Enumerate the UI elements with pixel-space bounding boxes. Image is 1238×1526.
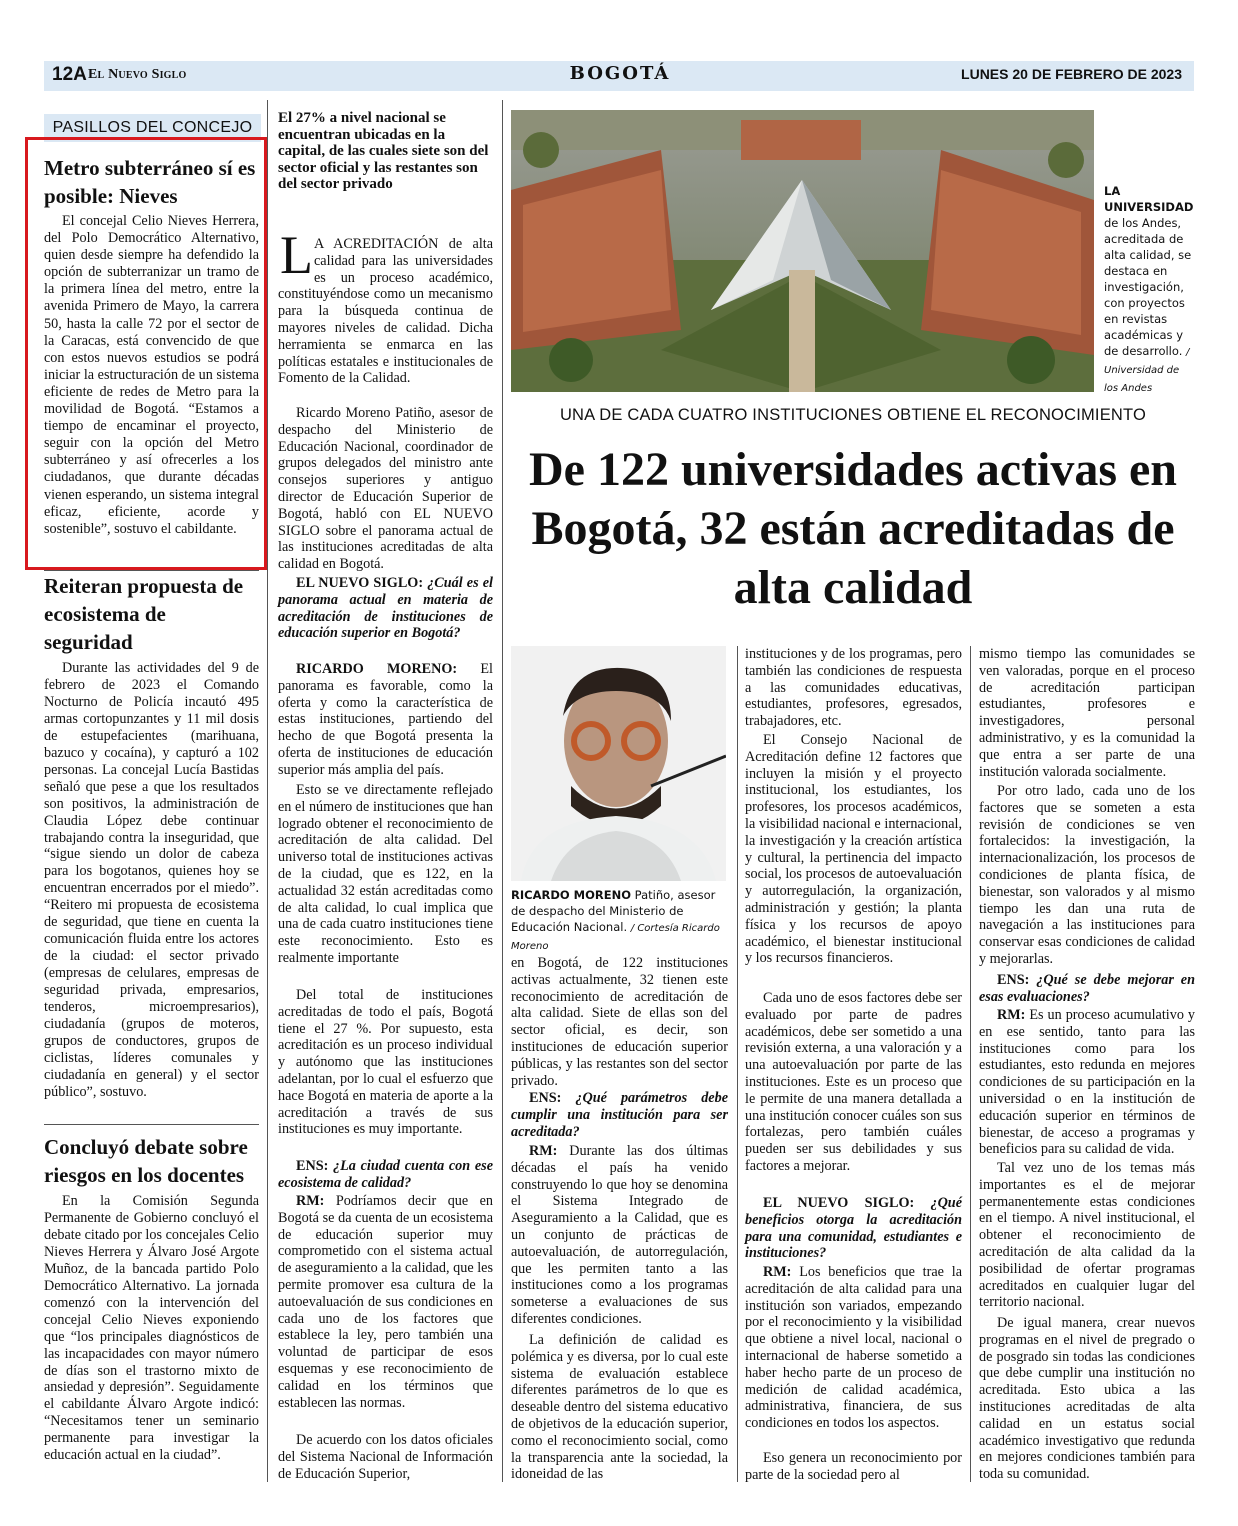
paragraph: Por otro lado, cada uno de los factores que se someten a esta revisión de condiciones se ven fortalecidos: la investigación, la internacionalización, los procesos de condiciones de planta física, de bienestar, son valorados y al mismo tiempo les dan una ruta de navegación a las instituciones para conservar esas condiciones de calidad y mejorarlas. [979,783,1195,967]
column-rule [502,100,503,1482]
portrait-caption-text: Patiño, asesor de despacho del Ministerio de Educación Nacional. [511,888,716,934]
drop-cap-space [278,236,314,286]
paragraph: La definición de calidad es polémica y es diversa, por lo cual este sistema de evaluación establece diferentes parámetros de lo que es deseable dentro del sistema educativo de objetivos de la educación superior, como el reconocimiento social, como la transparencia ante la sociedad, la idoneidad de las [511,1332,728,1483]
paragraph: Del total de instituciones acreditadas de todo el país, Bogotá tiene el 27 %. Por supuesto, esta acreditación es un proceso individual y autónomo que las instituciones adelantan, por lo cual el esfuerzo que hace Bogotá en materia de aporte a la acreditación a través de sus instituciones es muy importante. [278,987,493,1138]
paragraph: Cada uno de esos factores debe ser evaluado por parte de padres académicos, debe ser sometido a una revisión externa, a una valoración y a una autoevaluación por parte de las instituciones. Este es un proceso que le permite de una manera detallada a una institución conocer cuáles son sus fortalezas, pero también cuáles pueden ser sus debilidades y sus factores a mejorar. [745,990,962,1174]
issue-date: LUNES 20 DE FEBRERO DE 2023 [961,66,1182,82]
divider [44,1124,259,1125]
answer-lead: RM: [529,1143,558,1159]
drop-cap: L [280,225,313,285]
paragraph: Esto se ve directamente reflejado en el número de instituciones que han logrado obtener el reconocimiento de acreditación de alta calidad. Del universo total de instituciones activas de la ciudad, que es 122, en la actualidad 32 están acreditadas como de alta calidad, lo cual implica que una de cada cuatro instituciones tiene este reconocimiento. Esto es realmente importante [278,782,493,966]
story2-headline: Reiteran propuesta de ecosistema de seguridad [44,574,244,654]
answer-lead: RICARDO MORENO: [296,661,458,677]
story1-body: El concejal Celio Nieves Herrera, del Polo Democrático Alternativo, quien desde siempre ha defendido la opción de subterranizar un tramo de la primera línea del metro, entre la avenida Primero de Mayo, la carrera 50, hasta la calle 72 por el sector de la Caracas, está convencido de que con estos nuevos estudios se podrá iniciar la estructuración de un sistema eficiente de redes de Metro para la movilidad de Bogotá. “Estamos a tiempo de encaminar el proyecto, seguir con la opción del Metro subterráneo y así ofrecerles a los ciudadanos, que durante décadas vienen esperando, un sistema integral eficaz, eficiente, acorde y sostenible”, sostuvo el cabildante. [44,213,259,537]
story3-body: En la Comisión Segunda Permanente de Gobierno concluyó el debate citado por los concejales Celio Nieves Herrera y Álvaro José Argote Muñoz, de la bancada partido Polo Democrático Alternativo. La jornada comenzó con la intervención del concejal Celio Nieves exponiendo que “los principales diagnósticos de las incapacidades con mayor número de días son el trastorno mixto de ansiedad y depresión”. Seguidamente el cabildante Álvaro Argote indicó: “Necesitamos tener un seminario permanente para investigar la educación actual en la ciudad”. [44,1193,259,1464]
paragraph: Ricardo Moreno Patiño, asesor de despacho del Ministerio de Educación Nacional, coordinador de grupos delegados del ministro ante consejos superiores y antiguo director de Educación Superior de Bogotá, habló con EL NUEVO SIGLO sobre el panorama actual de las instituciones acreditadas de alta calidad en Bogotá. [278,405,493,573]
paragraph: en Bogotá, de 122 instituciones activas actualmente, 32 tienen este reconocimiento de acreditación de alta calidad. Siete de ellas son del sector oficial, es decir, son instituciones de educación superior públicas, y las restantes son del sector privado. [511,955,728,1089]
portrait-caption-lead: RICARDO MORENO [511,888,631,902]
paragraph: Eso genera un reconocimiento por parte de la sociedad pero al [745,1450,962,1483]
answer-paragraph [979,1007,1195,1158]
section-title: BOGOTÁ [569,63,671,84]
answer-lead: RM: [763,1264,792,1280]
answer-paragraph [278,661,493,779]
answer-paragraph [511,1143,728,1328]
paragraph: mismo tiempo las comunidades se ven valoradas, porque en el proceso de acreditación participan estudiantes, profesores e investigadores, personal administrativo, y es la comunidad la que entra a ser parte de una institución valorada socialmente. [979,646,1195,780]
answer-text: Podríamos decir que en Bogotá se da cuenta de un ecosistema de educación superior muy comprometido con el sistema actual de aseguramiento a la calidad, que les permite promover esa cultura de la autoevaluación de sus condiciones en cada uno de los factores que establece la ley, pero también una voluntad de participar de esos esquemas y ese reconocimiento de calidad en los términos que establecen las normas. [278,1193,494,1411]
answer-text: El panorama es favorable, como la oferta y como la característica de estas instituciones, partiendo del hecho de que Bogotá presenta la oferta de instituciones de educación superior más amplia del país. [278,661,493,778]
paragraph: De igual manera, crear nuevos programas en el nivel de pregrado o de posgrado sin todas las condiciones que debe cumplir una institución no acreditada. Esto ubica a las instituciones acreditadas de alta calidad en un estatus social académico investigativo que redunda en mejores condiciones también para toda su comunidad. [979,1315,1195,1483]
campus-aerial-photo [511,110,1094,392]
paragraph: De acuerdo con los datos oficiales del Sistema Nacional de Información de Educación Superior, [278,1432,493,1482]
question-lead: EL NUEVO SIGLO: [296,575,424,591]
question-paragraph [979,972,1195,1006]
question-lead: ENS: [296,1158,329,1174]
question-lead: ENS: [997,972,1030,988]
answer-paragraph [745,1264,962,1432]
question-paragraph [511,1090,728,1140]
page-number: 12A [52,64,87,85]
column-rule [267,100,268,1482]
portrait-photo [511,646,726,881]
intro-paragraph [278,236,493,387]
photo-caption [1104,183,1196,397]
paragraph: El Consejo Nacional de Acreditación define 12 factores que incluyen la misión y el proyecto institucional, los estudiantes, los profesores, los procesos académicos, la visibilidad nacional e internacional, la investigación y la creación artística y cultural, la pertinencia del impacto social, los procesos de autoevaluación y autorregulación, la organización, administración y gestión; la planta física y los recursos de apoyo académico, el bienestar institucional y los recursos financieros. [745,732,962,967]
answer-lead: RM: [997,1007,1026,1023]
main-headline: De 122 universidades activas en Bogotá, 32 están acreditadas de alta calidad [529,443,1177,614]
question-paragraph [745,1195,962,1262]
summary-text: El 27% a nivel nacional se encuentran ubicadas en la capital, de las cuales siete son del sector oficial y las restantes son del sector privado [278,110,489,192]
question-text: ¿Qué beneficios otorga la acreditación para una comunidad, estudiantes e instituciones? [745,1195,962,1262]
answer-paragraph [278,1193,493,1411]
story3-headline: Concluyó debate sobre riesgos en los docentes [44,1135,248,1187]
question-text: ¿Qué se debe mejorar en esas evaluaciones? [979,972,1195,1005]
answer-lead: RM: [296,1193,325,1209]
column-rule [970,646,971,1482]
photo-caption-lead: LA UNIVERSIDAD [1104,184,1194,214]
question-paragraph [278,1158,493,1192]
paragraph: Tal vez uno de los temas más importantes es el de mejorar permanentemente estas condiciones en el tiempo. A nivel institucional, el obtener el reconocimiento de acreditación de alta calidad da la posibilidad de ofertar programas acreditados en cualquier lugar del territorio nacional. [979,1160,1195,1311]
question-text: ¿La ciudad cuenta con ese ecosistema de calidad? [278,1158,493,1191]
question-paragraph [278,575,493,642]
photo-credit: / Universidad de los Andes [1104,347,1190,394]
answer-text: Es un proceso acumulativo y en ese sentido, tanto para las instituciones como para los estudiantes, esto redunda en mejores condiciones de su participación en la universidad o en la institución de educación superior en términos de bienestar, de acceso a programas y beneficios para su calidad de vida. [979,1007,1196,1158]
answer-text: Los beneficios que trae la acreditación de alta calidad para una institución son variados, empezando por el reconocimiento y la visibilidad que obtiene a nivel local, nacional o internacional de haberse sometido a haber hecho parte de un proceso de medición de calidad académica, administrativa, financiera, de sus condiciones en todos los aspectos. [745,1264,962,1432]
portrait-caption [511,887,731,955]
photo-caption-text: de los Andes, acreditada de alta calidad, se destaca en investigación, con proyectos en revistas académicas y de desarrollo. [1104,216,1192,358]
headline-kicker: UNA DE CADA CUATRO INSTITUCIONES OBTIENE EL RECONOCIMIENTO [559,406,1147,424]
question-text: ¿Qué parámetros debe cumplir una institución para ser acreditada? [511,1090,728,1140]
story2-body: Durante las actividades del 9 de febrero de 2023 el Comando Nocturno de Policía incautó 495 armas cortopunzantes y 11 mil dosis de estupefacientes (marihuana, bazuco y cocaína), y capturó a 102 personas. La concejal Lucía Bastidas señaló que pese a que los resultados son positivos, la administración de Claudia López debe continuar trabajando contra la inseguridad, que “sigue siendo un dolor de cabeza para los bogotanos, quienes hoy se encuentran encerrados por el miedo”. “Reitero mi propuesta de ecosistema de seguridad, que tiene en cuenta la comunicación fluida entre los actores de la ciudad: el sector privado (empresas de celulares, empresas de seguridad privada, empresarios, tenderos, microempresarios), ciudadanía (grupos de moteros, grupos de conductores, grupos de ciclistas, líderes comunales y ciudadanía en general) y el sector público”, sostuvo. [44,660,259,1100]
portrait-credit: / Cortesía Ricardo Moreno [511,923,720,952]
question-lead: EL NUEVO SIGLO: [763,1195,915,1211]
paragraph: instituciones y de los programas, pero también las condiciones de respuesta a las comunidades educativas, estudiantes, profesores, egresados, trabajadores, etc. [745,646,962,730]
question-text: ¿Cuál es el panorama actual en materia de acreditación de instituciones de educación superior en Bogotá? [278,575,494,642]
divider [44,570,259,571]
newspaper-name: El Nuevo Siglo [88,67,187,82]
column-rule [737,646,738,1482]
column-kicker: PASILLOS DEL CONCEJO [44,114,261,142]
intro-text: A ACREDITACIÓN de alta calidad para las universidades es un proceso académico, constituyéndose como un mecanismo para la búsqueda continua de mayores niveles de calidad. Dicha herramienta se enmarca en las políticas estatales e institucionales de Fomento de la Calidad. [278,236,493,387]
question-lead: ENS: [529,1090,562,1106]
story1-headline: Metro subterráneo sí es posible: Nieves [44,156,256,208]
answer-text: Durante las dos últimas décadas el país ha venido construyendo lo que hoy se denomina el Sistema Integrado de Aseguramiento a la Calidad, que es un conjunto de prácticas de autoevaluación, de autorregulación, que les permiten tanto a las instituciones como a los programas someterse a evaluaciones de sus diferentes condiciones. [511,1143,728,1327]
